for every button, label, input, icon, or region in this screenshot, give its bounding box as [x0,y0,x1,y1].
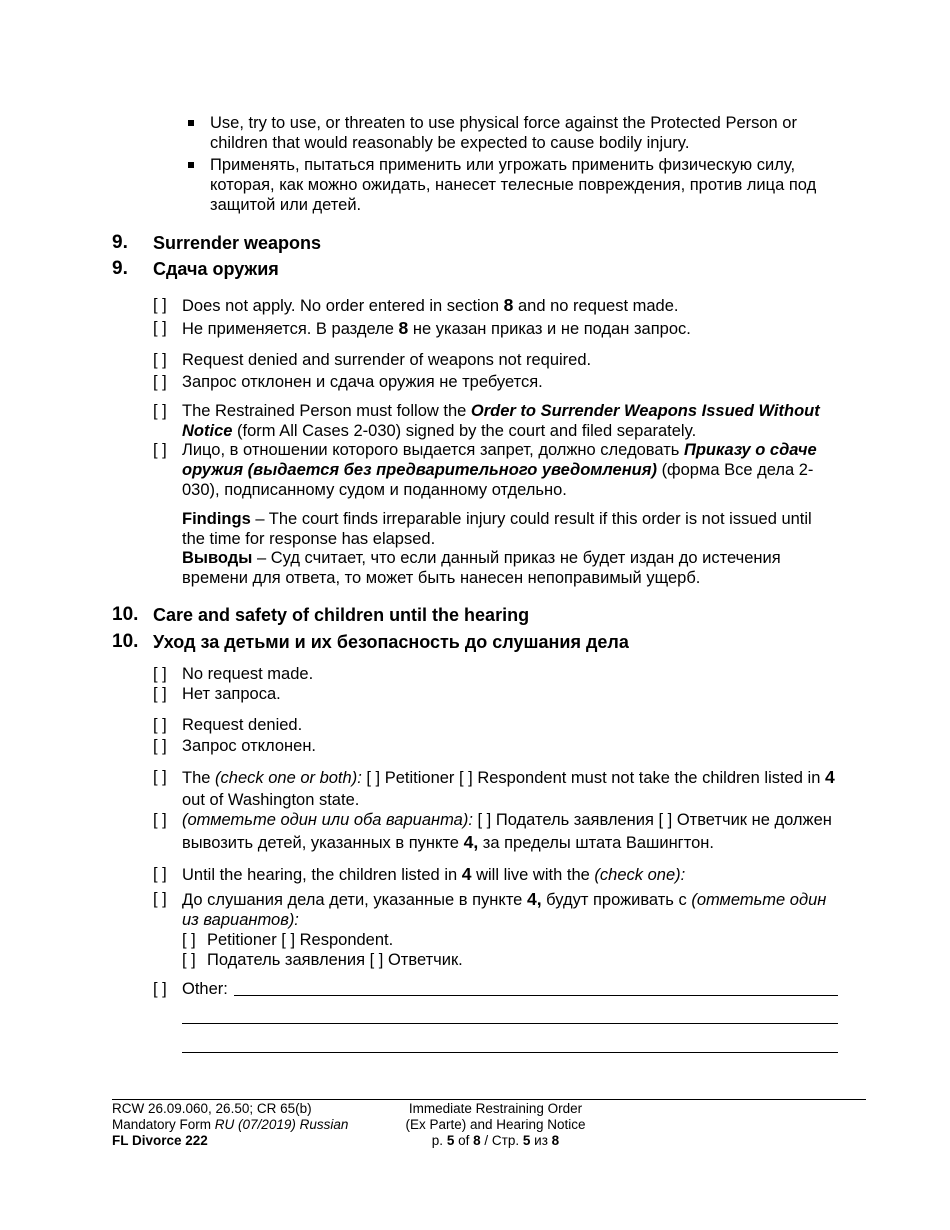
checkbox[interactable]: [ ] [153,373,167,391]
checkbox[interactable]: [ ] [153,296,167,314]
section-10-title: Care and safety of children until the hearing [153,605,530,625]
other-input-line-2[interactable] [182,1023,838,1024]
bullet-icon [188,162,194,168]
bullet-item [188,113,828,153]
bullet-text: Use, try to use, or threaten to use physical force against the Protected Person or children that would reasonably be expected to cause bodily injury. [210,114,797,152]
findings: Findings – The court finds irreparable injury could result if this order is not issued until the time for response has elapsed. [182,510,812,548]
section-10-number: 10. [112,604,139,625]
footer-center: Immediate Restraining Order (Ex Parte) and Hearing Notice p. 5 of 8 / Стр. 5 из 8 [398,1101,593,1149]
s10-option-no-request[interactable]: [ ] No request made. [153,665,314,683]
s10-option-no-take[interactable]: [ ] The (check one or both): [ ] Petitioner [ ] Respondent must not take the children listed in 4 out of Washington state. [153,767,835,809]
checkbox[interactable]: [ ] [153,716,167,734]
s10-sub-petitioner-ru[interactable]: [ ] Податель заявления [ ] Ответчик. [182,951,463,969]
checkbox[interactable]: [ ] [153,402,167,420]
checkbox[interactable]: [ ] [153,890,167,908]
s10-option-live-with[interactable]: [ ] Until the hearing, the children listed in 4 will live with the (check one): [153,864,686,884]
checkbox[interactable]: [ ] [153,441,167,459]
section-9-title: Surrender weapons [153,233,322,253]
checkbox[interactable]: [ ] [182,951,196,969]
other-input-line[interactable] [234,995,838,996]
s10-option-live-with-ru[interactable]: [ ] До слушания дела дети, указанные в пункте 4, будут проживать с (отметьте один из вариантов): [153,889,827,929]
section-10-title-ru: Уход за детьми и их безопасность до слушания дела [153,632,629,652]
checkbox[interactable]: [ ] [153,768,167,786]
s9-option-denied[interactable]: [ ] Request denied and surrender of weapons not required. [153,351,592,369]
section-9-title-ru: Сдача оружия [153,259,279,279]
bullet-item [188,155,828,215]
s10-option-denied-ru[interactable]: [ ] Запрос отклонен. [153,737,317,755]
s10-option-denied[interactable]: [ ] Request denied. [153,716,303,734]
bullet-icon [188,120,194,126]
checkbox[interactable]: [ ] [153,351,167,369]
findings-ru: Выводы – Суд считает, что если данный приказ не будет издан до истечения времени для ответа, то может быть нанесен непоправимый ущерб. [182,549,781,587]
s9-option-follow-order-ru[interactable]: [ ] Лицо, в отношении которого выдается запрет, должно следовать Приказу о сдаче оружия (выдается без предварительного уведомления) (форма Все дела 2-030), подписанному судом и поданному отдельно. [153,441,817,499]
s9-option-denied-ru[interactable]: [ ] Запрос отклонен и сдача оружия не требуется. [153,373,543,391]
bullet-text: Применять, пытаться применить или угрожать применить физическую силу, которая, как можно ожидать, нанесет телесные повреждения, против лица под защитой или детей. [210,156,817,214]
checkbox[interactable]: [ ] [153,980,167,998]
footer-left: RCW 26.09.060, 26.50; CR 65(b) Mandatory Form RU (07/2019) Russian FL Divorce 222 [112,1101,349,1148]
s10-option-no-request-ru[interactable]: [ ] Нет запроса. [153,685,281,703]
checkbox[interactable]: [ ] [153,665,167,683]
s10-sub-petitioner[interactable]: [ ] Petitioner [ ] Respondent. [182,931,394,949]
s10-option-no-take-ru[interactable]: [ ] (отметьте один или оба варианта): [ ] Податель заявления [ ] Ответчик не должен вывозить детей, указанных в пункте 4, за пределы штата Вашингтон. [153,811,832,852]
checkbox[interactable]: [ ] [153,865,167,883]
section-9-number-ru: 9. [112,258,128,279]
footer-divider [112,1099,866,1100]
checkbox[interactable]: [ ] [153,319,167,337]
section-10-number-ru: 10. [112,631,139,652]
s10-option-other[interactable]: [ ] Other: [153,980,228,998]
s9-option-not-apply-ru[interactable]: [ ] Не применяется. В разделе 8 не указан приказ и не подан запрос. [153,318,691,338]
checkbox[interactable]: [ ] [153,811,167,829]
checkbox[interactable]: [ ] [153,685,167,703]
page-number: p. 5 of 8 / Стр. 5 из 8 [431,1133,560,1148]
checkbox[interactable]: [ ] [182,931,196,949]
s9-option-follow-order[interactable]: [ ] The Restrained Person must follow the Order to Surrender Weapons Issued Without Notice (form All Cases 2-030) signed by the court and filed separately. [153,402,820,440]
s9-option-not-apply[interactable]: [ ] Does not apply. No order entered in section 8 and no request made. [153,295,679,315]
other-input-line-3[interactable] [182,1052,838,1053]
section-9-number: 9. [112,232,128,253]
checkbox[interactable]: [ ] [153,737,167,755]
